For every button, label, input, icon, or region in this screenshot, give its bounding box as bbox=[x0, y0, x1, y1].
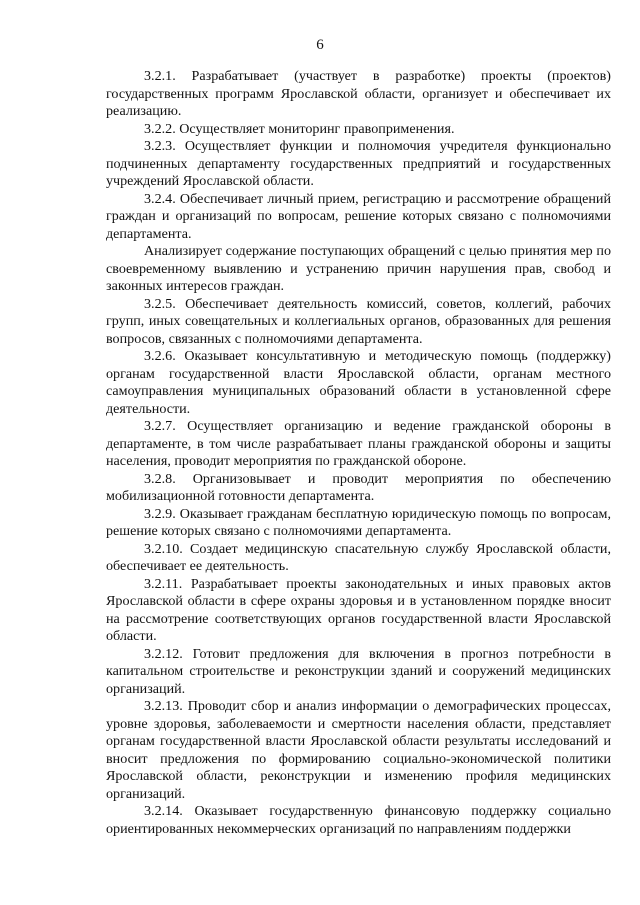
paragraph-3-2-5: 3.2.5. Обеспечивает деятельность комиссий, советов, коллегий, рабочих групп, иных совещательных и коллегиальных органов, образованных для решения вопросов, связанных с полномочиями департамента. bbox=[106, 295, 611, 347]
paragraph-3-2-7: 3.2.7. Осуществляет организацию и ведение гражданской обороны в департаменте, в том числе разрабатывает планы гражданской обороны и защиты населения, проводит мероприятия по гражданской обороне. bbox=[106, 418, 611, 469]
paragraph-3-2-8: 3.2.8. Организовывает и проводит мероприятия по обеспечению мобилизационной готовности департамента. bbox=[106, 470, 611, 504]
paragraph-3-2-14: 3.2.14. Оказывает государственную финансовую поддержку социально ориентированных некоммерческих организаций по направлениям поддержки bbox=[106, 803, 611, 837]
paragraph-3-2-13: 3.2.13. Проводит сбор и анализ информации о демографических процессах, уровне здоровья, заболеваемости и смертности населения области, представляет органам государственной власти Ярославской области результаты исследований и вносит предложения по формированию социально-экономической политики Ярославской области, реконструкции и изменению профиля медицинских организаций. bbox=[106, 698, 611, 802]
paragraph-3-2-4: 3.2.4. Обеспечивает личный прием, регистрацию и рассмотрение обращений граждан и организаций по вопросам, решение которых связано с полномочиями департамента. bbox=[106, 190, 611, 242]
paragraph-3-2-1: 3.2.1. Разрабатывает (участвует в разработке) проекты (проектов) государственных программ Ярославской области, организует и обеспечивает их реализацию. bbox=[106, 68, 611, 119]
page-number: 6 bbox=[316, 37, 324, 53]
paragraph-3-2-9: 3.2.9. Оказывает гражданам бесплатную юридическую помощь по вопросам, решение которых связано с полномочиями департамента. bbox=[106, 505, 611, 539]
paragraph-3-2-2: 3.2.2. Осуществляет мониторинг правоприменения. bbox=[144, 120, 455, 137]
paragraph-3-2-3: 3.2.3. Осуществляет функции и полномочия учредителя функционально подчиненных департаменту государственных предприятий и государственных учреждений Ярославской области. bbox=[106, 138, 611, 189]
document-body bbox=[106, 68, 611, 838]
paragraph-3-2-12: 3.2.12. Готовит предложения для включения в прогноз потребности в капитальном строительстве и реконструкции зданий и сооружений медицинских организаций. bbox=[106, 645, 611, 697]
paragraph-3-2-10: 3.2.10. Создает медицинскую спасательную службу Ярославской области, обеспечивает ее деятельность. bbox=[106, 540, 611, 574]
paragraph-3-2-11: 3.2.11. Разрабатывает проекты законодательных и иных правовых актов Ярославской области в сфере охраны здоровья и в установленном порядке вносит на рассмотрение соответствующих органов государственной власти Ярославской области. bbox=[106, 575, 611, 644]
paragraph-3-2-6: 3.2.6. Оказывает консультативную и методическую помощь (поддержку) органам государственной власти Ярославской области, органам местного самоуправления муниципальных образований области в установленной сфере деятельности. bbox=[106, 348, 611, 417]
paragraph-appeals-analysis: Анализирует содержание поступающих обращений с целью принятия мер по своевременному выявлению и устранению причин нарушения прав, свобод и законных интересов граждан. bbox=[106, 243, 611, 294]
